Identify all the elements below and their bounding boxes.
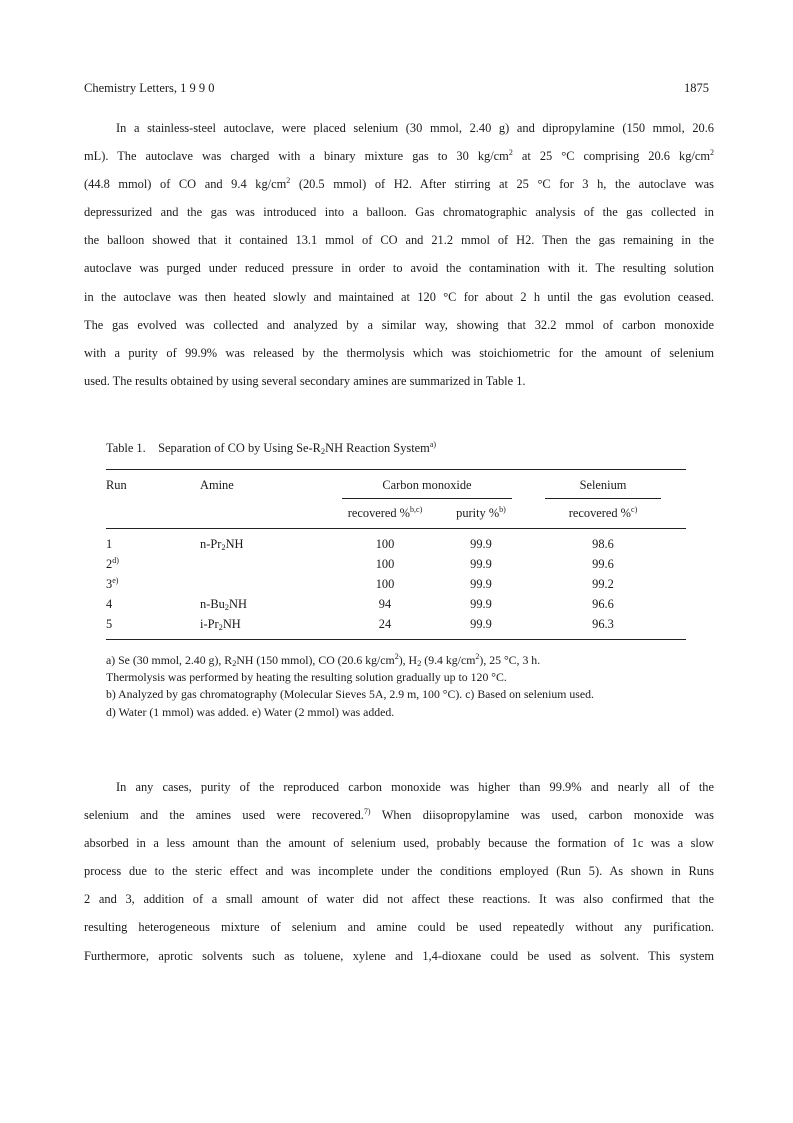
footnote-line: Thermolysis was performed by heating the resulting solution gradually up to 120 °C. (106, 670, 507, 685)
table-cell-co-recovered: 100 (375, 537, 395, 551)
table-caption (106, 441, 436, 456)
paragraph-experimental (84, 114, 714, 395)
table-cell-amine: $n-Bu_2NH$ (200, 597, 247, 612)
header-amine: Amine (200, 478, 234, 492)
header-co-recovered: recovered %$^{b,c)}$ (347, 505, 423, 520)
paragraph-discussion-line: In any cases, purity of the reproduced carbon monoxide was higher than 99.9% and nearly all of the (116, 780, 714, 794)
table-top-rule (106, 469, 686, 470)
table-cell-se-recovered: 96.3 (592, 617, 614, 631)
paragraph-experimental-line: with a purity of 99.9% was released by the thermolysis which was stoichiometric for the amount of selenium (84, 345, 714, 360)
paragraph-experimental-line: used. The results obtained by using several secondary amines are summarized in Table 1. (84, 373, 526, 388)
paragraph-experimental-line: autoclave was purged under reduced pressure in order to avoid the contamination with it. The resulting solution (84, 261, 714, 276)
header-selenium: Selenium (579, 478, 627, 492)
table-cell-co-purity: 99.9 (470, 537, 492, 551)
table-cell-amine: $n-Pr_2NH$ (200, 537, 244, 552)
table-cell-co-purity: 99.9 (470, 597, 492, 611)
table-cell-run: 3$^{e)}$ (106, 576, 119, 591)
paragraph-discussion-line: 2 and 3, addition of a small amount of water did not affect these reactions. It was also confirmed that the (84, 892, 714, 907)
table-header-rule (106, 528, 686, 529)
table-caption-text: Separation of CO by Using $Se-R_2NH$ Reaction System (158, 441, 430, 456)
table-caption-label: Table 1. (106, 441, 146, 455)
table-cell-run: 4 (106, 597, 113, 611)
paragraph-discussion-line: Furthermore, aprotic solvents such as toluene, xylene and 1,4-dioxane could be used as solvent. This system (84, 948, 714, 963)
table-cell-se-recovered: 96.6 (592, 597, 614, 611)
header-run: Run (106, 478, 127, 492)
paragraph-discussion-line: process due to the steric effect and was incomplete under the conditions employed (Run 5). As shown in Runs (84, 864, 714, 879)
journal-name: Chemistry Letters, 1 9 9 0 (84, 81, 215, 95)
header-co-purity: purity %$^{b)}$ (456, 505, 506, 520)
paragraph-experimental-line: mL). The autoclave was charged with a binary mixture gas to 30 $kg/cm^2$ at 25 °C comprising 20.6 $kg/cm^2$ (84, 148, 714, 164)
footnote-line: d) Water (1 mmol) was added. e) Water (2 mmol) was added. (106, 704, 395, 719)
paragraph-discussion-line: selenium and the amines used were recovered.$^{7)}$ When diisopropylamine was used, carbon monoxide was (84, 807, 714, 823)
table-cell-se-recovered: 98.6 (592, 537, 614, 551)
carbon-monoxide-rule (342, 498, 512, 499)
table-cell-co-purity: 99.9 (470, 577, 492, 591)
table-footnotes (106, 652, 706, 721)
paragraph-experimental-line: The gas evolved was collected and analyzed by a similar way, showing that 32.2 mmol of carbon monoxide (84, 317, 714, 332)
table-cell-co-purity: 99.9 (470, 617, 492, 631)
paragraph-discussion-line: absorbed in a less amount than the amount of selenium used, probably because the formation of 1c was a slow (84, 836, 714, 851)
table-cell-co-recovered: 100 (375, 557, 395, 571)
page-header (84, 81, 709, 99)
paragraph-discussion (84, 773, 714, 970)
table-cell-amine: $i-Pr_2NH$ (200, 617, 241, 632)
table-cell-co-recovered: 94 (378, 597, 392, 611)
table-cell-se-recovered: 99.6 (592, 557, 614, 571)
table-bottom-rule (106, 639, 686, 640)
table-cell-run: 1 (106, 537, 113, 551)
header-carbon-monoxide: Carbon monoxide (382, 478, 472, 492)
footnote-line: a) Se (30 mmol, 2.40 g), $R_2NH$ (150 mmol), CO (20.6 $kg/cm^2$), $H_2$ (9.4 $kg/cm^2$), 25 °C, 3 h. (106, 652, 541, 668)
page-number: 1875 (684, 81, 709, 95)
paragraph-experimental-line: in the autoclave was then heated slowly and maintained at 120 °C for about 2 h until the gas evolution ceased. (84, 289, 714, 304)
table-cell-run: 2$^{d)}$ (106, 556, 119, 571)
table-cell-co-recovered: 100 (375, 577, 395, 591)
paragraph-experimental-line: depressurized and the gas was introduced into a balloon. Gas chromatographic analysis of the gas collected in (84, 205, 714, 220)
table-cell-co-purity: 99.9 (470, 557, 492, 571)
header-se-recovered: recovered %$^{c)}$ (568, 505, 638, 520)
table-cell-co-recovered: 24 (378, 617, 392, 631)
paragraph-discussion-line: resulting heterogeneous mixture of selenium and amine could be used repeatedly without any purification. (84, 920, 714, 935)
table-cell-run: 5 (106, 617, 113, 631)
table-caption-mark: a) (429, 440, 437, 449)
selenium-rule (545, 498, 661, 499)
footnote-line: b) Analyzed by gas chromatography (Molecular Sieves 5A, 2.9 m, 100 °C). c) Based on selenium used. (106, 687, 594, 702)
paragraph-experimental-line: (44.8 mmol) of CO and 9.4 $kg/cm^2$ (20.5 mmol) of H2. After stirring at 25 °C for 3 h, the autoclave was (84, 176, 714, 192)
table-cell-se-recovered: 99.2 (592, 577, 614, 591)
paragraph-experimental-line: In a stainless-steel autoclave, were placed selenium (30 mmol, 2.40 g) and dipropylamine (150 mmol, 20.6 (116, 121, 714, 135)
paragraph-experimental-line: the balloon showed that it contained 13.1 mmol of CO and 21.2 mmol of H2. Then the gas remaining in the (84, 233, 714, 248)
